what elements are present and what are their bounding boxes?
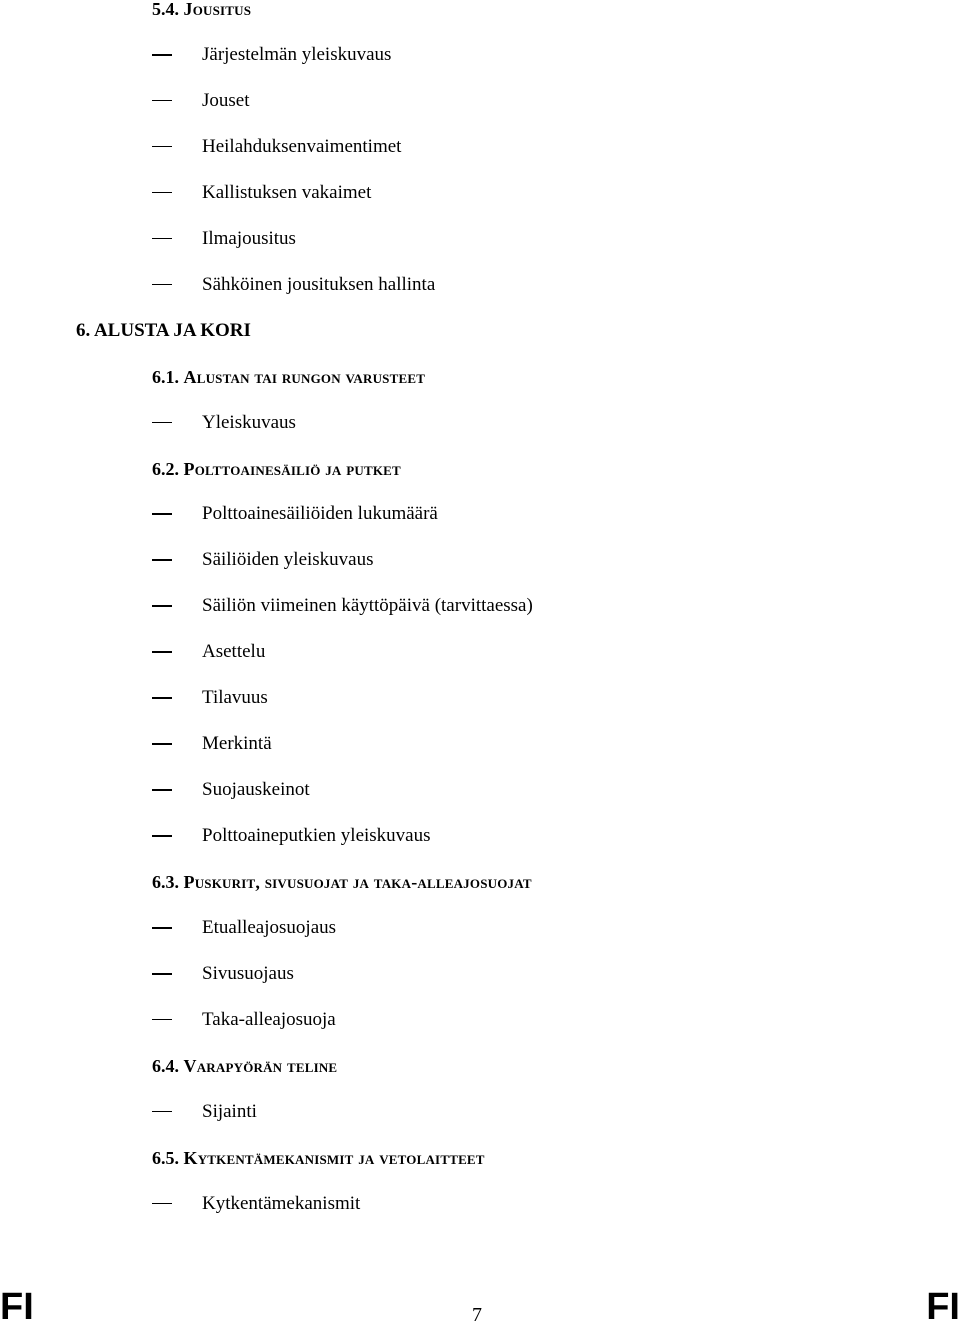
list-item-text: Tilavuus [202, 687, 268, 709]
dash-bullet-icon [152, 54, 172, 56]
list-item [0, 915, 960, 945]
section-title: Alustan tai rungon varusteet [183, 366, 426, 387]
list-item-text: Suojauskeinot [202, 779, 310, 801]
section-number: 5.4. [152, 0, 179, 19]
page-number: 7 [472, 1304, 482, 1326]
section-number: 6.4. [152, 1055, 179, 1076]
list-item-text: Kytkentämekanismit [202, 1192, 361, 1214]
section-heading [0, 1053, 960, 1083]
list-item [0, 226, 960, 256]
section-heading [0, 1145, 960, 1175]
dash-bullet-icon [152, 1111, 172, 1113]
dash-bullet-icon [152, 835, 172, 837]
dash-bullet-icon [152, 697, 172, 699]
list-item [0, 134, 960, 164]
list-item-text: Ilmajousitus [202, 227, 296, 249]
list-item-text: Säiliön viimeinen käyttöpäivä (tarvittaessa) [202, 595, 533, 617]
list-item [0, 1007, 960, 1037]
dash-bullet-icon [152, 284, 172, 286]
dash-bullet-icon [152, 422, 172, 424]
list-item [0, 1191, 960, 1221]
list-item [0, 88, 960, 118]
list-item-text: Sijainti [202, 1100, 257, 1122]
section-title: Puskurit, sivusuojat ja taka-alleajosuojat [183, 872, 532, 893]
list-item-text: Asettelu [202, 641, 266, 663]
dash-bullet-icon [152, 238, 172, 240]
list-item [0, 180, 960, 210]
section-title: Polttoainesäiliö ja putket [183, 458, 401, 479]
section-title: Kytkentämekanismit ja vetolaitteet [183, 1147, 485, 1168]
list-item [0, 777, 960, 807]
list-item [0, 272, 960, 302]
list-item-text: Polttoainesäiliöiden lukumäärä [202, 503, 438, 525]
footer-language-code-right: FI [926, 1286, 960, 1328]
list-item-text: Yleiskuvaus [202, 411, 296, 433]
section-number: 6.3. [152, 872, 179, 893]
list-item [0, 961, 960, 991]
dash-bullet-icon [152, 559, 172, 561]
dash-bullet-icon [152, 1203, 172, 1205]
list-item-text: Sähköinen jousituksen hallinta [202, 273, 436, 295]
list-item-text: Jouset [202, 89, 250, 111]
list-item-text: Sivusuojaus [202, 962, 294, 984]
list-item [0, 42, 960, 72]
list-item-text: Järjestelmän yleiskuvaus [202, 43, 392, 65]
dash-bullet-icon [152, 651, 172, 653]
section-heading [0, 456, 960, 486]
dash-bullet-icon [152, 1019, 172, 1021]
section-number: 6.1. [152, 366, 179, 387]
dash-bullet-icon [152, 513, 172, 515]
dash-bullet-icon [152, 146, 172, 148]
section-title: Jousitus [183, 0, 252, 19]
dash-bullet-icon [152, 789, 172, 791]
dash-bullet-icon [152, 927, 172, 929]
list-item [0, 410, 960, 440]
list-item [0, 547, 960, 577]
dash-bullet-icon [152, 743, 172, 745]
list-item [0, 823, 960, 853]
dash-bullet-icon [152, 100, 172, 102]
chapter-title: 6. ALUSTA JA KORI [76, 319, 251, 341]
section-title: Varapyörän teline [183, 1055, 338, 1076]
list-item-text: Heilahduksenvaimentimet [202, 135, 402, 157]
list-item [0, 639, 960, 669]
section-heading [0, 869, 960, 899]
section-number: 6.5. [152, 1147, 179, 1168]
section-number: 6.2. [152, 458, 179, 479]
dash-bullet-icon [152, 973, 172, 975]
list-item-text: Polttoaineputkien yleiskuvaus [202, 825, 431, 847]
section-heading [0, 0, 960, 26]
list-item-text: Etualleajosuojaus [202, 917, 337, 938]
dash-bullet-icon [152, 192, 172, 194]
list-item [0, 1099, 960, 1129]
list-item-text: Säiliöiden yleiskuvaus [202, 549, 374, 571]
chapter-heading [0, 318, 960, 348]
footer-language-code-left: FI [0, 1286, 34, 1328]
list-item [0, 685, 960, 715]
dash-bullet-icon [152, 605, 172, 607]
list-item [0, 501, 960, 531]
list-item-text: Kallistuksen vakaimet [202, 181, 372, 203]
section-heading [0, 364, 960, 394]
list-item-text: Taka-alleajosuoja [202, 1008, 336, 1030]
list-item-text: Merkintä [202, 733, 272, 755]
list-item [0, 593, 960, 623]
list-item [0, 731, 960, 761]
